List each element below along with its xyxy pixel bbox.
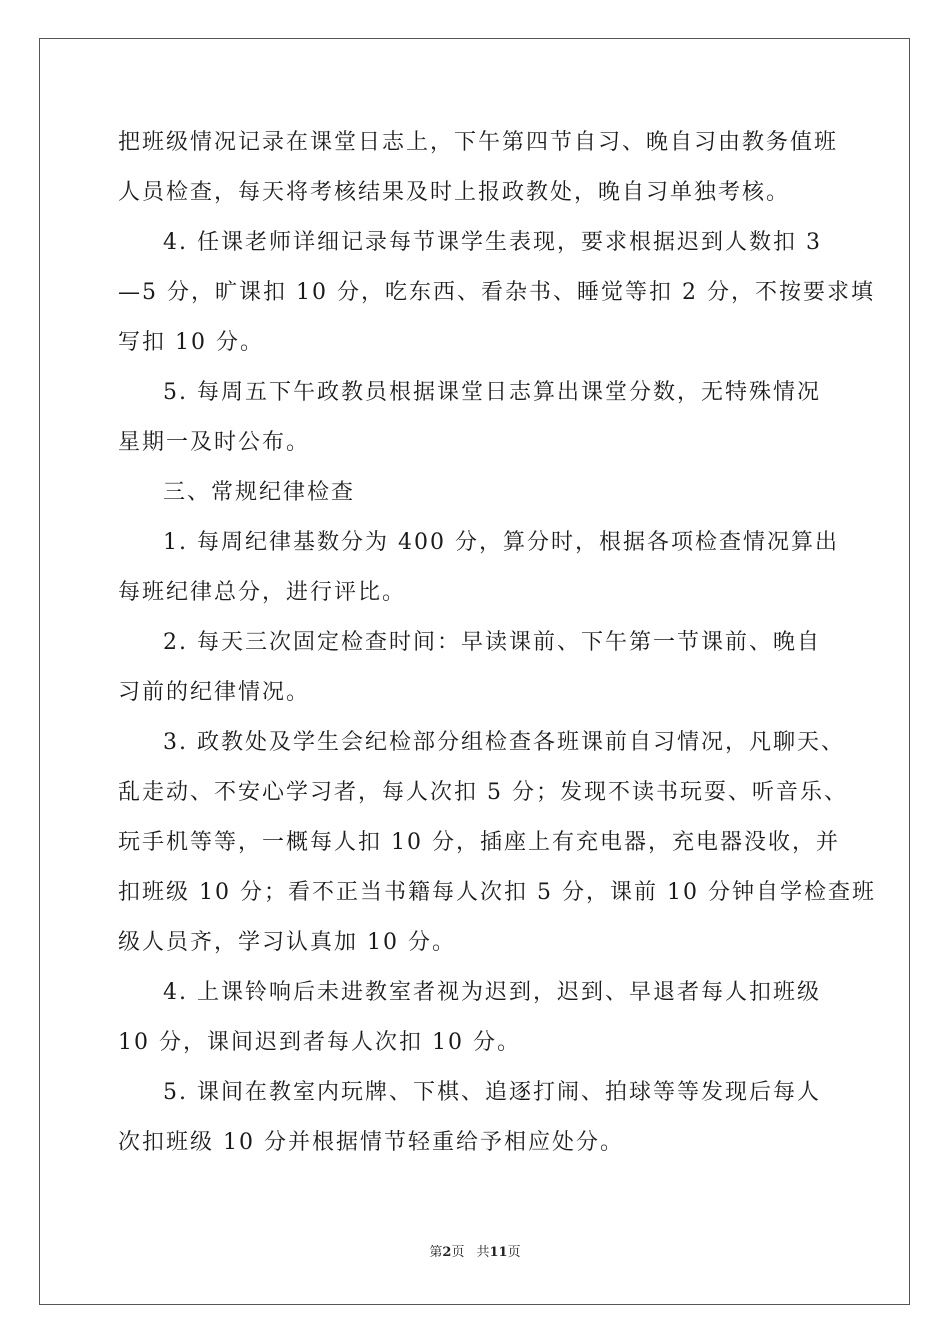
text-line: 把班级情况记录在课堂日志上，下午第四节自习、晚自习由教务值班 <box>118 130 839 155</box>
total-suffix: 页 <box>507 1245 521 1260</box>
text-line: —5 分，旷课扣 10 分，吃东西、看杂书、睡觉等扣 2 分，不按要求填 <box>118 280 875 305</box>
section-heading: 三、常规纪律检查 <box>163 480 356 505</box>
text-line: 乱走动、不安心学习者，每人次扣 5 分；发现不读书玩耍、听音乐、 <box>118 780 848 805</box>
text-line: 玩手机等等，一概每人扣 10 分，插座上有充电器，充电器没收，并 <box>118 830 840 855</box>
page-prefix: 第 <box>429 1245 443 1260</box>
page-footer <box>0 1244 950 1262</box>
text-line: 5. 课间在教室内玩牌、下棋、追逐打闹、拍球等等发现后每人 <box>163 1080 821 1105</box>
text-line: 5. 每周五下午政教员根据课堂日志算出课堂分数，无特殊情况 <box>163 380 821 405</box>
text-line: 10 分，课间迟到者每人次扣 10 分。 <box>118 1030 521 1055</box>
text-line: 2. 每天三次固定检查时间：早读课前、下午第一节课前、晚自 <box>163 630 821 655</box>
text-line: 4. 任课老师详细记录每节课学生表现，要求根据迟到人数扣 3 <box>163 230 822 255</box>
total-pages: 11 <box>489 1245 508 1260</box>
text-line: 习前的纪律情况。 <box>118 680 311 705</box>
text-line: 级人员齐，学习认真加 10 分。 <box>118 930 456 955</box>
total-prefix: 共 <box>476 1245 490 1260</box>
page-number: 2 <box>442 1245 452 1260</box>
text-line: 扣班级 10 分；看不正当书籍每人次扣 5 分，课前 10 分钟自学检查班 <box>118 880 876 905</box>
page-suffix: 页 <box>451 1245 465 1260</box>
text-line: 人员检查，每天将考核结果及时上报政教处，晚自习单独考核。 <box>118 180 791 205</box>
text-line: 每班纪律总分，进行评比。 <box>118 580 407 605</box>
text-line: 4. 上课铃响后未进教室者视为迟到，迟到、早退者每人扣班级 <box>163 980 821 1005</box>
text-line: 3. 政教处及学生会纪检部分组检查各班课前自习情况，凡聊天、 <box>163 730 845 755</box>
text-line: 1. 每周纪律基数分为 400 分，算分时，根据各项检查情况算出 <box>163 530 839 555</box>
text-line: 写扣 10 分。 <box>118 330 264 355</box>
text-line: 次扣班级 10 分并根据情节轻重给予相应处分。 <box>118 1130 624 1155</box>
text-line: 星期一及时公布。 <box>118 430 311 455</box>
document-body <box>118 128 876 1178</box>
